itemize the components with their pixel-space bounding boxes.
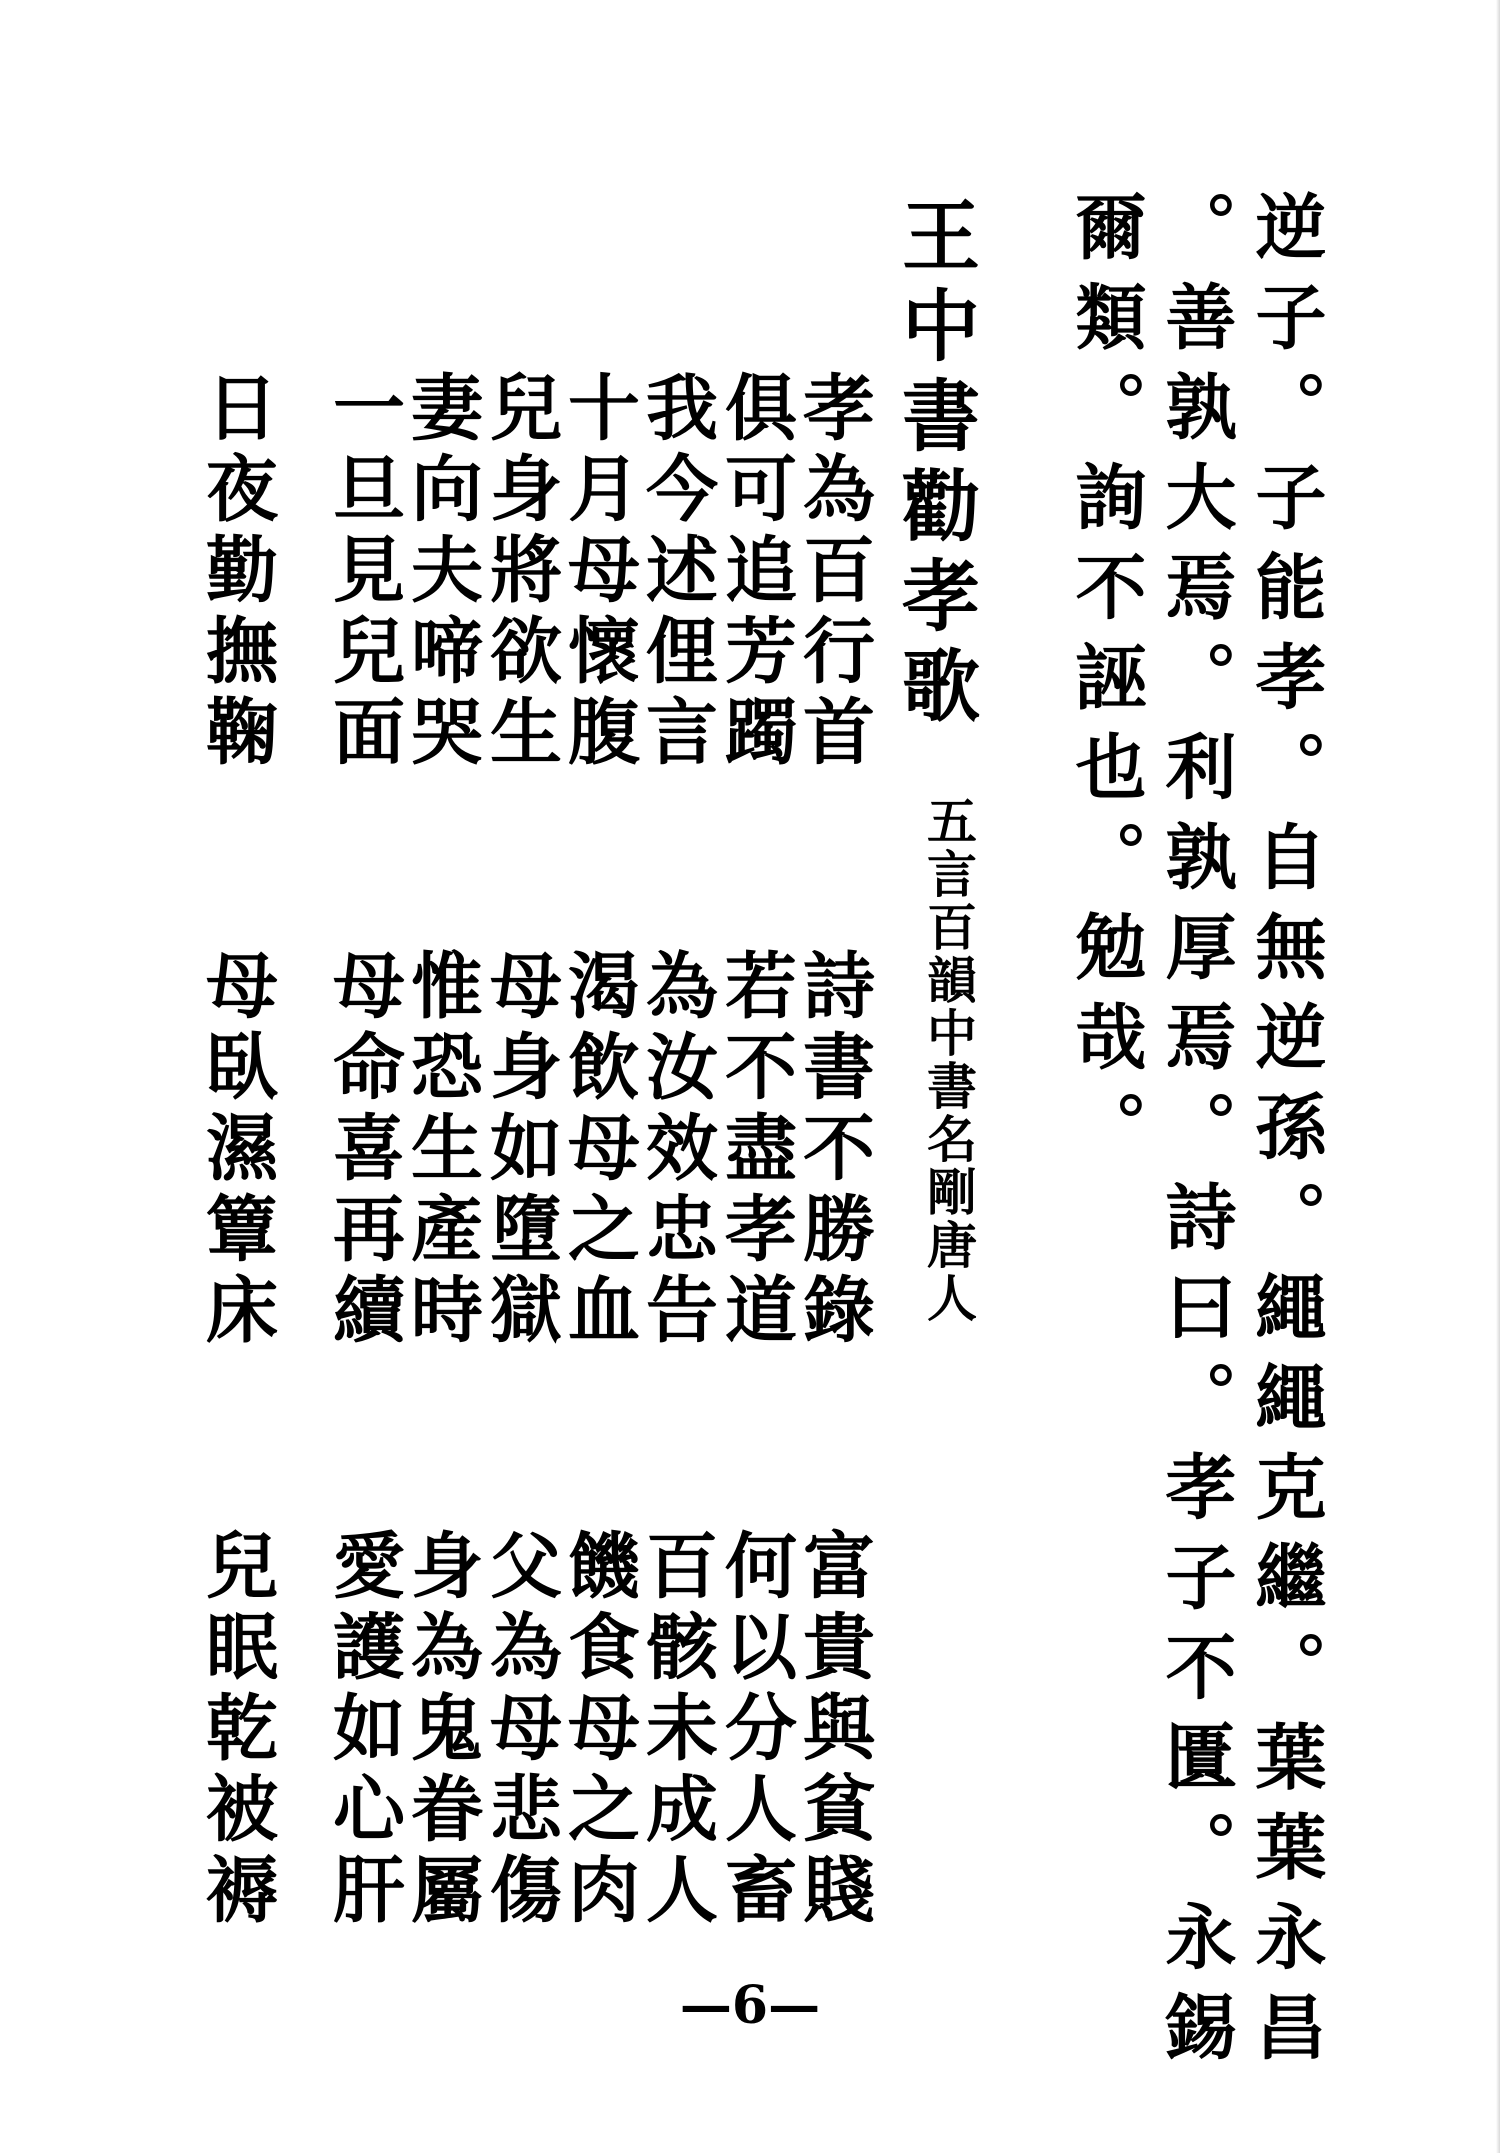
verse-line: 日夜勤撫鞠	[194, 370, 279, 775]
verse-line: 富貴與貧賤	[791, 1528, 876, 1933]
prose-column-2: 。善孰大焉。利孰厚焉。詩曰。孝子不匱。永錫	[1154, 190, 1238, 2080]
poem-subtitle: 五言百韻中書名剛唐人	[919, 795, 978, 1325]
verse-line: 詩書不勝錄	[791, 948, 876, 1353]
verse-line: 饑食母之肉	[556, 1528, 641, 1933]
verse-line: 渴飲母之血	[556, 948, 641, 1353]
prose-column-1: 逆子。子能孝。自無逆孫。繩繩克繼。葉葉永昌	[1244, 190, 1328, 2080]
verse-line: 孝為百行首	[791, 370, 876, 775]
verse-line: 母命喜再續	[321, 948, 406, 1353]
verse-line: 何以分人畜	[713, 1528, 798, 1933]
verse-line: 百骸未成人	[634, 1528, 719, 1933]
verse-line: 惟恐生產時	[399, 948, 484, 1353]
verse-line: 若不盡孝道	[713, 948, 798, 1353]
verse-line: 為汝效忠告	[634, 948, 719, 1353]
verse-line: 俱可追芳躅	[713, 370, 798, 775]
verse-line: 愛護如心肝	[321, 1528, 406, 1933]
verse-line: 兒身將欲生	[478, 370, 563, 775]
prose-column-3: 爾類。詢不誣也。勉哉。	[1064, 190, 1148, 1180]
verse-line: 妻向夫啼哭	[399, 370, 484, 775]
verse-line: 十月母懷腹	[556, 370, 641, 775]
verse-line: 兒眠乾被褥	[194, 1528, 279, 1933]
verse-line: 一旦見兒面	[321, 370, 406, 775]
poem-title: 王中書勸孝歌	[889, 195, 979, 735]
verse-line: 身為鬼眷屬	[399, 1528, 484, 1933]
verse-line: 母身如墮獄	[478, 948, 563, 1353]
verse-line: 母臥濕簟床	[194, 948, 279, 1353]
verse-line: 我今述俚言	[634, 370, 719, 775]
page-number: —6—	[679, 1975, 821, 2036]
verse-line: 父為母悲傷	[478, 1528, 563, 1933]
scan-edge	[1496, 0, 1500, 2153]
